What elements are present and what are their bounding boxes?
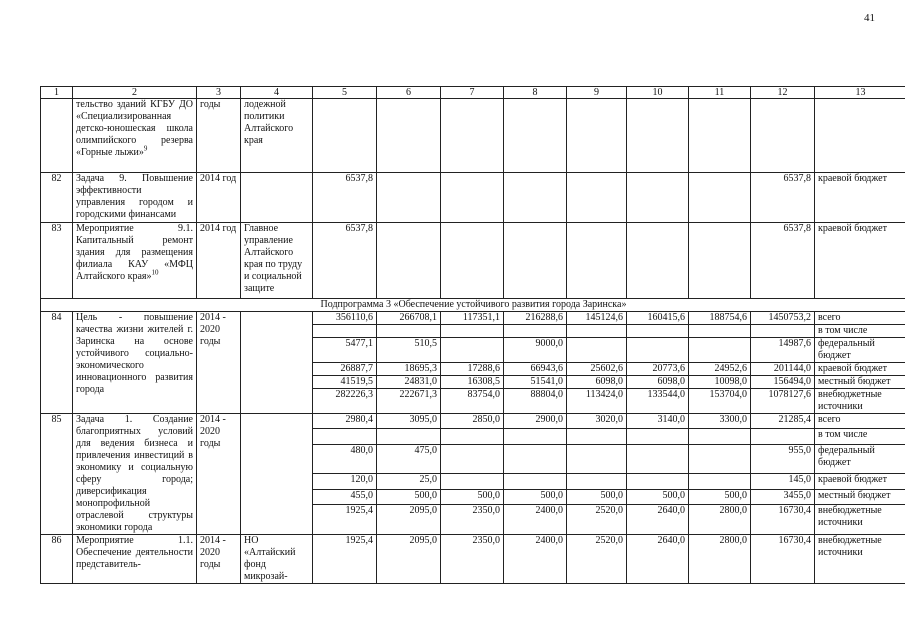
value-cell: 510,5 bbox=[377, 338, 441, 363]
column-number-header: 13 bbox=[815, 87, 905, 99]
value-cell: 6537,8 bbox=[313, 173, 377, 223]
value-cell: 2520,0 bbox=[567, 505, 627, 535]
period-cell: 2014 - 2020 годы bbox=[197, 312, 241, 414]
total-cell: 16730,4 bbox=[751, 505, 815, 535]
value-cell bbox=[567, 325, 627, 338]
value-cell: 25602,6 bbox=[567, 363, 627, 376]
executor-cell bbox=[241, 414, 313, 535]
source-cell: всего bbox=[815, 312, 905, 325]
column-number-header: 5 bbox=[313, 87, 377, 99]
column-number-header: 3 bbox=[197, 87, 241, 99]
value-cell: 2900,0 bbox=[504, 414, 567, 429]
executor-cell: Главное управление Алтайского края по труду и социальной защите bbox=[241, 223, 313, 299]
table-row bbox=[41, 535, 905, 584]
value-cell: 2850,0 bbox=[441, 414, 504, 429]
value-cell: 2640,0 bbox=[627, 535, 689, 584]
source-cell: краевой бюджет bbox=[815, 173, 905, 223]
value-cell: 25,0 bbox=[377, 474, 441, 489]
source-cell: внебюджетные источники bbox=[815, 535, 905, 584]
value-cell: 3095,0 bbox=[377, 414, 441, 429]
value-cell bbox=[567, 444, 627, 474]
executor-cell bbox=[241, 312, 313, 414]
value-cell bbox=[689, 474, 751, 489]
value-cell bbox=[627, 338, 689, 363]
source-cell: в том числе bbox=[815, 325, 905, 338]
value-cell: 2350,0 bbox=[441, 535, 504, 584]
value-cell bbox=[504, 429, 567, 444]
total-cell: 201144,0 bbox=[751, 363, 815, 376]
row-number: 82 bbox=[41, 173, 73, 223]
value-cell bbox=[689, 444, 751, 474]
column-number-header: 9 bbox=[567, 87, 627, 99]
total-cell: 16730,4 bbox=[751, 535, 815, 584]
table-row bbox=[41, 223, 905, 299]
value-cell: 113424,0 bbox=[567, 389, 627, 414]
total-cell: 21285,4 bbox=[751, 414, 815, 429]
source-cell: краевой бюджет bbox=[815, 474, 905, 489]
row-name-cell: Мероприятие 1.1. Обеспечение деятельности представитель- bbox=[73, 535, 197, 584]
value-cell: 2095,0 bbox=[377, 505, 441, 535]
row-name-cell: тельство зданий КГБУ ДО «Специализированная детско-юношеская школа олимпийского резерва «Горные лыжи»$^9$ bbox=[73, 99, 197, 173]
row-name-cell: Задача 1. Создание благоприятных условий для ведения бизнеса и привлечения инвестиций в экономику и социальную сферу города; диверсификация монопрофильной отраслевой структуры экономики города bbox=[73, 414, 197, 535]
period-cell: 2014 - 2020 годы bbox=[197, 414, 241, 535]
value-cell bbox=[567, 474, 627, 489]
period-cell: 2014 год bbox=[197, 223, 241, 299]
source-cell: местный бюджет bbox=[815, 489, 905, 504]
value-cell: 6098,0 bbox=[627, 376, 689, 389]
column-number-header: 11 bbox=[689, 87, 751, 99]
table-row bbox=[41, 99, 905, 173]
source-cell: краевой бюджет bbox=[815, 223, 905, 299]
table-row bbox=[41, 312, 905, 325]
column-number-header: 12 bbox=[751, 87, 815, 99]
value-cell bbox=[441, 444, 504, 474]
value-cell bbox=[689, 325, 751, 338]
column-number-header: 4 bbox=[241, 87, 313, 99]
value-cell: 2400,0 bbox=[504, 535, 567, 584]
value-cell: 3300,0 bbox=[689, 414, 751, 429]
total-cell: 955,0 bbox=[751, 444, 815, 474]
value-cell: 1925,4 bbox=[313, 505, 377, 535]
value-cell: 2800,0 bbox=[689, 505, 751, 535]
value-cell: 216288,6 bbox=[504, 312, 567, 325]
column-number-row bbox=[41, 87, 905, 99]
total-cell: 1078127,6 bbox=[751, 389, 815, 414]
value-cell: 222671,3 bbox=[377, 389, 441, 414]
value-cell bbox=[627, 474, 689, 489]
value-cell: 120,0 bbox=[313, 474, 377, 489]
column-number-header: 6 bbox=[377, 87, 441, 99]
value-cell: 133544,0 bbox=[627, 389, 689, 414]
value-cell: 3020,0 bbox=[567, 414, 627, 429]
value-cell: 24831,0 bbox=[377, 376, 441, 389]
value-cell: 1925,4 bbox=[313, 535, 377, 584]
value-cell: 475,0 bbox=[377, 444, 441, 474]
value-cell: 41519,5 bbox=[313, 376, 377, 389]
value-cell: 266708,1 bbox=[377, 312, 441, 325]
period-cell: 2014 - 2020 годы bbox=[197, 535, 241, 584]
value-cell: 160415,6 bbox=[627, 312, 689, 325]
total-cell: 6537,8 bbox=[751, 173, 815, 223]
value-cell: 2520,0 bbox=[567, 535, 627, 584]
value-cell: 83754,0 bbox=[441, 389, 504, 414]
source-cell: федеральный бюджет bbox=[815, 338, 905, 363]
value-cell: 2640,0 bbox=[627, 505, 689, 535]
value-cell: 18695,3 bbox=[377, 363, 441, 376]
page-number: 41 bbox=[864, 12, 875, 24]
value-cell: 2800,0 bbox=[689, 535, 751, 584]
value-cell: 88804,0 bbox=[504, 389, 567, 414]
source-cell: внебюджетные источники bbox=[815, 505, 905, 535]
value-cell: 16308,5 bbox=[441, 376, 504, 389]
executor-cell: лодежной политики Алтайского края bbox=[241, 99, 313, 173]
value-cell: 51541,0 bbox=[504, 376, 567, 389]
row-number: 86 bbox=[41, 535, 73, 584]
value-cell: 500,0 bbox=[627, 489, 689, 504]
value-cell: 10098,0 bbox=[689, 376, 751, 389]
total-cell: 3455,0 bbox=[751, 489, 815, 504]
value-cell bbox=[377, 325, 441, 338]
value-cell: 145124,6 bbox=[567, 312, 627, 325]
column-number-header: 10 bbox=[627, 87, 689, 99]
column-number-header: 1 bbox=[41, 87, 73, 99]
column-number-header: 7 bbox=[441, 87, 504, 99]
table-row bbox=[41, 173, 905, 223]
value-cell: 500,0 bbox=[377, 489, 441, 504]
period-cell: годы bbox=[197, 99, 241, 173]
value-cell bbox=[504, 444, 567, 474]
period-cell: 2014 год bbox=[197, 173, 241, 223]
value-cell bbox=[377, 429, 441, 444]
value-cell: 500,0 bbox=[504, 489, 567, 504]
value-cell: 9000,0 bbox=[504, 338, 567, 363]
value-cell: 500,0 bbox=[567, 489, 627, 504]
total-cell: 145,0 bbox=[751, 474, 815, 489]
value-cell bbox=[567, 338, 627, 363]
value-cell: 66943,6 bbox=[504, 363, 567, 376]
value-cell bbox=[441, 325, 504, 338]
subprogram-row bbox=[41, 299, 905, 312]
value-cell bbox=[627, 444, 689, 474]
total-cell: 6537,8 bbox=[751, 223, 815, 299]
row-name-cell: Цель - повышение качества жизни жителей г. Заринска на основе устойчивого социально-экономического инновационного развития города bbox=[73, 312, 197, 414]
total-cell bbox=[751, 429, 815, 444]
value-cell bbox=[504, 325, 567, 338]
value-cell: 2095,0 bbox=[377, 535, 441, 584]
value-cell bbox=[441, 429, 504, 444]
value-cell: 500,0 bbox=[689, 489, 751, 504]
value-cell: 153704,0 bbox=[689, 389, 751, 414]
column-number-header: 2 bbox=[73, 87, 197, 99]
row-number: 85 bbox=[41, 414, 73, 535]
value-cell bbox=[627, 429, 689, 444]
value-cell bbox=[689, 338, 751, 363]
source-cell: внебюджетные источники bbox=[815, 389, 905, 414]
source-cell: в том числе bbox=[815, 429, 905, 444]
value-cell bbox=[567, 429, 627, 444]
row-name-cell: Мероприятие 9.1. Капитальный ремонт здания для размещения филиала КАУ «МФЦ Алтайского края»$^{10}$ bbox=[73, 223, 197, 299]
value-cell bbox=[313, 325, 377, 338]
value-cell: 3140,0 bbox=[627, 414, 689, 429]
value-cell: 282226,3 bbox=[313, 389, 377, 414]
row-name-cell: Задача 9. Повышение эффективности управления городом и городскими финансами bbox=[73, 173, 197, 223]
source-cell: федеральный бюджет bbox=[815, 444, 905, 474]
value-cell bbox=[689, 429, 751, 444]
value-cell bbox=[627, 325, 689, 338]
source-cell: всего bbox=[815, 414, 905, 429]
column-number-header: 8 bbox=[504, 87, 567, 99]
value-cell bbox=[441, 474, 504, 489]
source-cell: краевой бюджет bbox=[815, 363, 905, 376]
value-cell: 17288,6 bbox=[441, 363, 504, 376]
value-cell: 24952,6 bbox=[689, 363, 751, 376]
total-cell: 14987,6 bbox=[751, 338, 815, 363]
row-number: 83 bbox=[41, 223, 73, 299]
value-cell bbox=[504, 474, 567, 489]
budget-table bbox=[40, 86, 905, 584]
value-cell: 117351,1 bbox=[441, 312, 504, 325]
subprogram-title: Подпрограмма 3 «Обеспечение устойчивого развития города Заринска» bbox=[41, 299, 905, 312]
value-cell: 480,0 bbox=[313, 444, 377, 474]
value-cell: 500,0 bbox=[441, 489, 504, 504]
value-cell: 6098,0 bbox=[567, 376, 627, 389]
value-cell: 2350,0 bbox=[441, 505, 504, 535]
value-cell: 188754,6 bbox=[689, 312, 751, 325]
value-cell: 5477,1 bbox=[313, 338, 377, 363]
value-cell: 6537,8 bbox=[313, 223, 377, 299]
value-cell bbox=[313, 429, 377, 444]
value-cell: 2980,4 bbox=[313, 414, 377, 429]
total-cell: 156494,0 bbox=[751, 376, 815, 389]
value-cell: 2400,0 bbox=[504, 505, 567, 535]
value-cell: 20773,6 bbox=[627, 363, 689, 376]
row-number: 84 bbox=[41, 312, 73, 414]
value-cell: 455,0 bbox=[313, 489, 377, 504]
table-row bbox=[41, 414, 905, 429]
source-cell: местный бюджет bbox=[815, 376, 905, 389]
value-cell: 356110,6 bbox=[313, 312, 377, 325]
executor-cell: НО «Алтайский фонд микрозай- bbox=[241, 535, 313, 584]
value-cell: 26887,7 bbox=[313, 363, 377, 376]
value-cell bbox=[441, 338, 504, 363]
total-cell: 1450753,2 bbox=[751, 312, 815, 325]
total-cell bbox=[751, 325, 815, 338]
